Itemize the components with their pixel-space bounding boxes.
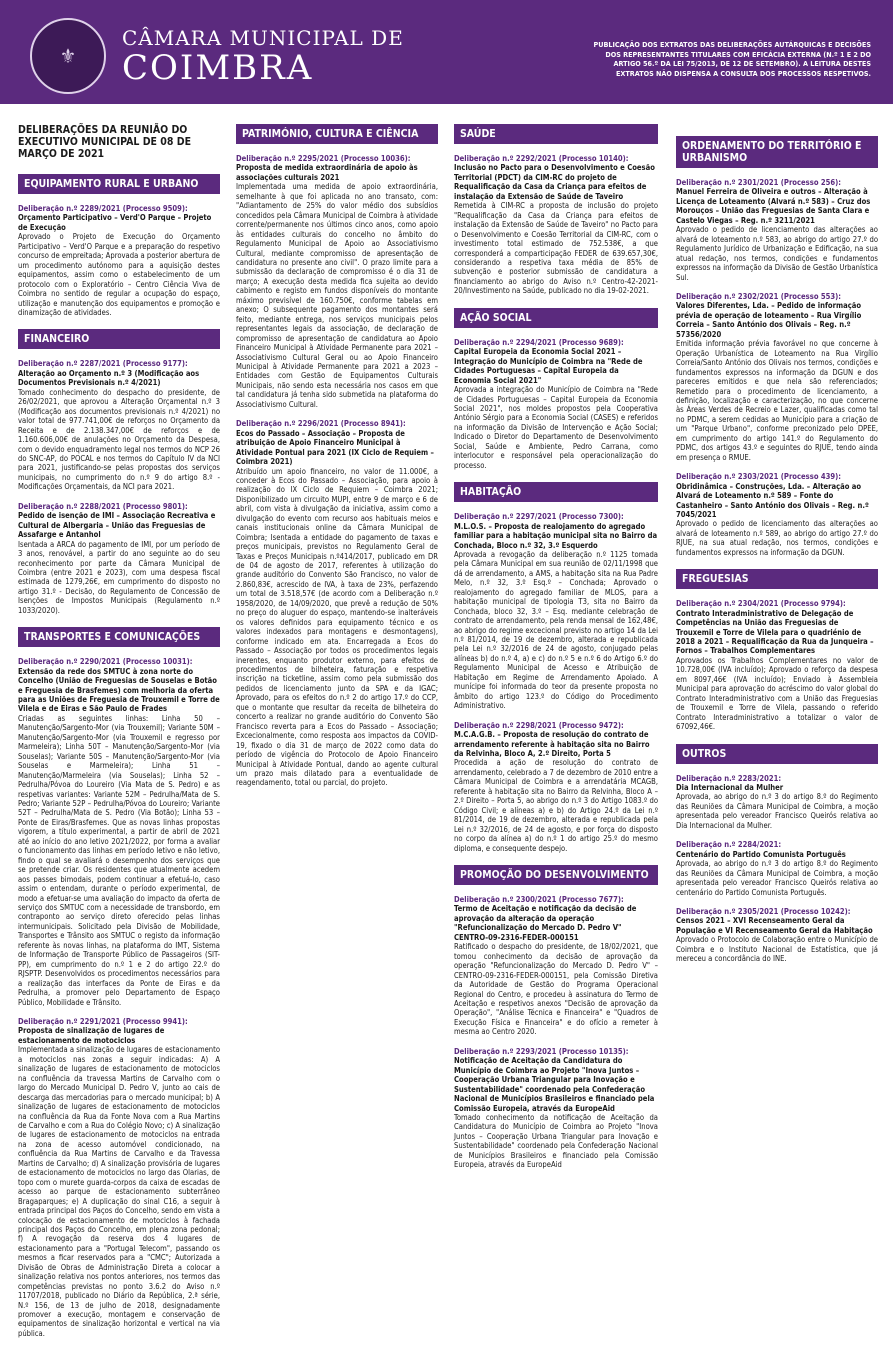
deliberation-body: Aprovada a integração do Município de Coimbra na "Rede de Cidades Portuguesas – Capital Europeia da Economia Social 2021", nos moldes propostos pela Cooperativa António Sérgio para a Economia Social (CASES) e referidos na informação da Divisão de Intervenção e Ação Social; Indicado o Diretor do Departamento de Desenvolvimento Social, Saúde e Ambiente, Pedro Carrana, como interlocutor e responsável pela operacionalização do processo. bbox=[454, 385, 658, 470]
deliberation-body: Aprovado o pedido de licenciamento das alterações ao alvará de loteamento n.º 583, ao abrigo do artigo 27.º do Regulamento Jurídico de Urbanização e Edificação, na sua atual redação, nos termos, condições e fundamentos expressos na informação da Divisão de Gestão Urbanística Sul. bbox=[676, 225, 878, 282]
deliberation-item bbox=[18, 657, 220, 1007]
deliberation-item bbox=[676, 178, 878, 282]
deliberation-body: Aprovados os Trabalhos Complementares no valor de 10.728,00€ (IVA incluído); Aprovado o reforço da despesa em 8097,46€ (IVA incluído); Enviado à Assembleia Municipal para aprovação do acréscimo do valor global do Contrato Interadministrativo com a União das Freguesias de Trouxemil e Torre de Vilela, passando o referido Contrato Interadministrativo a totalizar o valor de 67092,46€. bbox=[676, 655, 878, 732]
deliberation-body: Aprovada a revogação da deliberação n.º 1125 tomada pela Câmara Municipal em sua reunião de 02/11/1998 que dá de arrendamento, a AMS, a habitação sita na Rua Padre Melo, n.º 32, 3.º Esq.º – Conchada; Aprovado o realojamento do agregado familiar de MLOS, para a habitação municipal de tipologia T3, sita no Bairro da Conchada, bloco 32, 3.º – Esq. mediante celebração de contrato de arrendamento, pela renda mensal de 162,48€, ao abrigo do regime excecional previsto no artigo 14 da Lei n.º 81/2014, de 19 de dezembro, alterada e republicada pela Lei n.º 32/2016 de 24 de agosto, conjugado pelas alíneas b) do n.º 4, a) e c) do n.º 5 e n.º 6 do Artigo 6.º do Regulamento Municipal de Acesso e Atribuição de Habitação em Regime de Arrendamento Apoiado. A munícipe foi informada do teor da presente proposta no âmbito do artigo 123.º do Código do Procedimento Administrativo. bbox=[454, 549, 658, 711]
deliberation-body: Aprovado o pedido de licenciamento das alterações ao alvará de loteamento n.º 589, ao abrigo do artigo 27.º do RJUE, na sua atual redação, nos termos, condições e fundamentos expressos na informação da DGUN. bbox=[676, 519, 878, 557]
deliberation-title: Centenário do Partido Comunista Português bbox=[676, 849, 846, 859]
section-title-saude: SAÚDE bbox=[454, 124, 658, 144]
deliberation-item bbox=[454, 338, 658, 470]
deliberation-body: Tomado conhecimento do despacho do presidente, de 26/02/2021, que aprovou a Alteração Orçamental n.º 3 (Modificação aos documentos previsionais n.º 4/2021) no valor total de 977.741,00€ de reforços no Orçamento da Receita e de 2.138.347,00€ de reforços e de 1.160.606,00€ de anulações no Orçamento da Despesa, com o devido enquadramento legal nos termos do NCP 26 do SNC-AP, do POCAL e nos termos do Capítulo IV da NCI para 2021, justificando-se pelas propostas dos serviços municipais, no cumprimento do n.º 9 do artigo 8.º - Modificações Orçamentais, da NCI para 2021. bbox=[18, 387, 220, 492]
section-title-ordenamento: ORDENAMENTO DO TERRITÓRIO E URBANISMO bbox=[676, 136, 878, 168]
deliberation-title: Ecos do Passado – Associação – Proposta de atribuição de Apoio Financeiro Municipal à Atividade Pontual para 2021 (IX Ciclo de Requiem – Coimbra 2021) bbox=[236, 428, 434, 467]
publication-note: PUBLICAÇÃO DOS EXTRATOS DAS DELIBERAÇÕES AUTÁRQUICAS E DECISÕES DOS REPRESENTANTES TITULARES COM EFICÁCIA EXTERNA (N.º 1 E 2 DO ARTIGO 56.º DA LEI 75/2013, DE 12 DE SETEMBRO). A LEITURA DESTES EXTRATOS NÃO DISPENSA A CONSULTA DOS PROCESSOS RESPETIVOS. bbox=[593, 40, 871, 78]
section-title-promocao: PROMOÇÃO DO DESENVOLVIMENTO bbox=[454, 865, 658, 885]
deliberation-body: Remetida à CIM-RC a proposta de inclusão do projeto "Requalificação da Casa da Criança para efeitos de instalação da Extensão de Saúde de Taveiro" no Pacto para o Desenvolvimento e Coesão Territorial da CIM-RC, com o investimento total estimado de 752.538€, a que corresponderá a comparticipação FEDER de 639.657,30€, considerando a respetiva taxa média de 85% de subvenção e posterior submissão de candidatura a financiamento ao abrigo do Aviso n.º Centro-42-2021-20/Investimento na Saúde, publicado no dia 19-02-2021. bbox=[454, 201, 658, 296]
deliberation-number: Deliberação n.º 2298/2021 (Processo 9472): bbox=[454, 720, 624, 730]
deliberation-number: Deliberação n.º 2288/2021 (Processo 9801): bbox=[18, 501, 188, 511]
deliberation-title: Contrato Interadministrativo de Delegação de Competências na União das Freguesias de Trouxemil e Torre de Vilela para o quadriénio de 2018 a 2021 – Requalificação da Rua da Junqueira – Fornos – Trabalhos Complementares bbox=[676, 608, 874, 656]
brand bbox=[122, 26, 404, 86]
column-2 bbox=[236, 124, 438, 798]
deliberation-title: Pedido de isenção de IMI – Associação Recreativa e Cultural de Albergaria – União das Freguesias de Assafarge e Antanhol bbox=[18, 511, 216, 540]
deliberation-title: M.C.A.G.B. – Proposta de resolução do contrato de arrendamento referente à habitação sita no Bairro da Relvinha, Bloco A, 2.º Direito, Porta 5 bbox=[454, 730, 650, 759]
deliberation-title: Dia Internacional da Mulher bbox=[676, 783, 784, 793]
deliberation-item bbox=[236, 154, 438, 409]
deliberation-number: Deliberação n.º 2296/2021 (Processo 8941): bbox=[236, 419, 406, 429]
deliberation-item bbox=[454, 1047, 658, 1170]
section-title-financeiro: FINANCEIRO bbox=[18, 329, 220, 349]
deliberation-title: Proposta de sinalização de lugares de estacionamento de motociclos bbox=[18, 1026, 165, 1045]
deliberation-item bbox=[676, 599, 878, 731]
deliberation-body: Isentada a ARCA do pagamento de IMI, por um período de 3 anos, renovável, a partir do ano seguinte ao do seu reconhecimento por parte da Câmara Municipal de Coimbra (entre 2021 e 2023), com uma despesa fiscal estimada de 1279,26€, em cumprimento do disposto no artigo 31.º - Decisão, do Regulamento de Concessão de Isenções de Impostos Municipais (Regulamento n.º 1033/2020). bbox=[18, 539, 220, 615]
deliberation-number: Deliberação n.º 2295/2021 (Processo 10036): bbox=[236, 154, 411, 163]
section-title-transportes: TRANSPORTES E COMUNICAÇÕES bbox=[18, 627, 220, 647]
section-title-equipamento: EQUIPAMENTO RURAL E URBANO bbox=[18, 174, 220, 194]
column-3 bbox=[454, 124, 658, 1180]
deliberation-number: Deliberação n.º 2283/2021: bbox=[676, 773, 782, 783]
deliberation-body: Aprovada, ao abrigo do n.º 3 do artigo 8.º do Regimento das Reuniões da Câmara Municipal de Coimbra, a moção apresentada pelo vereador Francisco Queirós relativa ao centenário do Partido Comunista Português. bbox=[676, 859, 878, 897]
deliberation-number: Deliberação n.º 2300/2021 (Processo 7677): bbox=[454, 895, 624, 904]
deliberation-number: Deliberação n.º 2304/2021 (Processo 9794): bbox=[676, 599, 846, 609]
deliberation-body: Implementada a sinalização de lugares de estacionamento a motociclos nas zonas a seguir indicadas: A) A sinalização de lugares de estacionamento de motociclos na confluência da travessa Martins de Carvalho com o largo do Mercado Municipal D. Pedro V, junto ao cais de descarga das mercadorias para o mercado municipal; b) A sinalização de lugares de estacionamento de motociclos na confluência da Rua da Fonte Nova com a Rua Martins de Carvalho e com a Rua do Colégio Novo; c) A sinalização de lugares de estacionamento de motociclos na entrada na zona de acesso automóvel condicionado, na confluência da Rua Martins de Carvalho e da Travessa Martins de Carvalho; d) A sinalização provisória de lugares de estacionamento de motociclos no largo das Olarias, de topo com o murete guarda-corpos da caixa de escadas de acesso ao parque de estacionamento subterrâneo Bragaparques; e) A duplicação do sinal C16, a seguir à entrada principal dos Paços do Concelho, sendo em vista a colocação de estacionamento de motociclos à fachada principal dos Paços do Concelho, em plena zona pedonal; f) A revogação da reserva dos 4 lugares de estacionamento para a "Portugal Telecom", passando os mesmos a ficar reservados para a "CMC"; Autorizada a Divisão de Obras de Administração Direta a colocar a sinalização relativa nos pontos anteriores, nos termos das competências previstas no ponto 3.6.2 do Aviso n.º 11707/2018, publicado no Diário da República, 2.ª série, N.º 156, de 13 de julho de 2018, designadamente promover a execução, montagem e conservação de equipamentos de sinalização horizontal e vertical na via pública. bbox=[18, 1045, 220, 1338]
deliberation-title: Termo de Aceitação e notificação da decisão de aprovação da alteração da operação "Refuncionalização do Mercado D. Pedro V" CENTRO-09-2316-FEDER-000151 bbox=[454, 904, 637, 942]
page-header bbox=[0, 0, 893, 104]
deliberation-body: Aprovado o Projeto de Execução do Orçamento Participativo – Verd'O Parque e a preparação do respetivo concurso de empreitada; Aprovada a posterior abertura de um procedimento autónomo para a aquisição destes equipamentos, assim como o estabelecimento de um protocolo com o Exploratório – Centro Ciência Viva de Coimbra no sentido de regular a ocupação do espaço, utilização e manutenção dos equipamentos e promoção e dinamização de atividades. bbox=[18, 232, 220, 317]
deliberation-item bbox=[676, 472, 878, 557]
column-1 bbox=[18, 124, 220, 1348]
deliberation-item bbox=[454, 512, 658, 711]
deliberation-item bbox=[454, 154, 658, 296]
deliberation-number: Deliberação n.º 2297/2021 (Processo 7300): bbox=[454, 512, 624, 522]
section-title-freguesias: FREGUESIAS bbox=[676, 569, 878, 589]
deliberation-title: Capital Europeia da Economia Social 2021 – Integração do Município de Coimbra na "Rede de Cidades Portuguesas – Capital Europeia da Economia Social 2021" bbox=[454, 347, 643, 385]
deliberation-item bbox=[18, 502, 220, 615]
deliberation-title: Proposta de medida extraordinária de apoio às associações culturais 2021 bbox=[236, 163, 418, 182]
deliberation-number: Deliberação n.º 2303/2021 (Processo 439): bbox=[676, 472, 842, 482]
deliberation-title: Valores Diferentes, Lda. – Pedido de informação prévia de operação de loteamento – Rua Virgílio Correia – Santo António dos Olivais – Reg. n.º 57356/2020 bbox=[676, 301, 862, 339]
deliberation-title: Obridinâmica – Construções, Lda. – Alteração ao Alvará de Loteamento n.º 589 – Fonte do Castanheiro – Santo António dos Olivais – Reg. n.º 7045/2021 bbox=[676, 481, 869, 519]
deliberation-number: Deliberação n.º 2289/2021 (Processo 9509): bbox=[18, 204, 188, 213]
deliberation-item bbox=[676, 840, 878, 897]
deliberation-title: Notificação de Aceitação da Candidatura do Município de Coimbra ao Projeto "Inova Juntos – Cooperação Urbana Triangular para Inovação e Sustentabilidade" coordenado pela Confederação Nacional de Municípios Brasileiros e financiado pela Comissão Europeia, através da EuropeAid bbox=[454, 1056, 655, 1113]
deliberation-number: Deliberação n.º 2287/2021 (Processo 9177): bbox=[18, 359, 188, 369]
deliberation-title: Censos 2021 – XVI Recenseamento Geral da População e VI Recenseamento Geral da Habitação bbox=[676, 916, 873, 935]
brand-top: CÂMARA MUNICIPAL DE bbox=[122, 26, 404, 50]
deliberation-item bbox=[18, 359, 220, 491]
deliberation-body: Emitida informação prévia favorável no que concerne à Operação Urbanística de Loteamento na Rua Virgílio Correia/Santo António dos Olivais nos termos, condições e fundamentos expressos na informação da DGUN e dos pareceres emitidos e que nela são referenciados; Remetido para o procedimento de licenciamento, a definição, localização e caracterização, no que concerne às Áreas Verdes de Recreio e Lazer, qualificadas como tal no PDMC, a serem cedidas ao Município para a criação de um "Parque Urbano", conforme preconizado pelo DPEE, em cumprimento do artigo 141.º do Regulamento do PDMC, dos artigos 43.º e seguintes do RJUE, tendo ainda em presença o RMUE. bbox=[676, 339, 878, 462]
column-4 bbox=[676, 124, 878, 974]
deliberation-item bbox=[676, 774, 878, 831]
deliberation-number: Deliberação n.º 2284/2021: bbox=[676, 840, 782, 850]
deliberation-number: Deliberação n.º 2290/2021 (Processo 10031): bbox=[18, 657, 193, 667]
deliberation-item bbox=[236, 419, 438, 788]
deliberation-body: Procedida a ação de resolução do contrato de arrendamento, celebrado a 7 de dezembro de 2010 entre a Câmara Municipal de Coimbra e a arrendatária MCAGB, referente à habitação sita no Bairro da Relvinha, Bloco A – 2.º Direito – Porta 5, ao abrigo do n.º 3 do Artigo 1083.º do Código Civil; e alíneas a) e b) do Artigo 24.º da Lei n.º 81/2014, de 19 de dezembro, alterada e republicada pela Lei n.º 32/2016, de 24 de agosto, e por força do disposto no corpo da alínea a) do n.º 1 do artigo 25.º do mesmo diploma, e consequente despejo. bbox=[454, 758, 658, 853]
deliberation-item bbox=[18, 204, 220, 317]
deliberation-number: Deliberação n.º 2293/2021 (Processo 10135): bbox=[454, 1046, 629, 1056]
deliberation-title: Alteração ao Orçamento n.º 3 (Modificação aos Documentos Previsionais n.º 4/2021) bbox=[18, 368, 200, 388]
deliberation-title: Inclusão no Pacto para o Desenvolvimento e Coesão Territorial (PDCT) da CIM-RC do projeto de Requalificação da Casa da Criança para efeitos de instalação da Extensão de Saúde de Taveiro bbox=[454, 163, 655, 201]
section-title-outros: OUTROS bbox=[676, 744, 878, 764]
deliberation-title: M.L.O.S. – Proposta de realojamento do agregado familiar para a habitação municipal sita no Bairro da Conchada, Bloco n.º 32, 3.º Esquerdo bbox=[454, 521, 658, 550]
deliberation-body: Aprovada, ao abrigo do n.º 3 do artigo 8.º do Regimento das Reuniões da Câmara Municipal de Coimbra, a moção apresentada pelo vereador Francisco Queirós relativa ao Dia Internacional da Mulher. bbox=[676, 792, 878, 830]
deliberation-body: Criadas as seguintes linhas: Linha 50 – Manutenção/Sargento-Mor (via Trouxemil); Variante 50M – Manutenção/Sargento-Mor (via Trouxemil e regresso por Marmeleira); Linha 50T – Manutenção/Sargento-Mor (via Souselas); Variante 50S – Manutenção/Sargento-Mor (via Souselas e Marmeleira); Linha 51 – Manutenção/Marmeleira (via Souselas); Linha 52 – Pedrulha/Póvoa do Loureiro (Via Mata de S. Pedro) e as respetivas variantes: Variante 52M – Pedrulha/Mata de S. Pedro; Variante 52P – Pedrulha/Póvoa do Loureiro; Variante 52T – Pedrulha/Mata de S. Pedro (Via Botão); Linha 53 – Ponte de Eiras/Brasfemes. Que as novas linhas propostas vigorem, a título experimental, a partir de abril de 2021 até ao início do ano letivo 2021/2022, por forma a avaliar o funcionamento das linhas em período letivo e não letivo, findo o qual se avaliará o desempenho dos serviços que se pretende criar. Os residentes que atualmente acedem aos passes bimodais, podem continuar a efetuá-lo, caso assim o entendam, durante o período experimental, de modo a efetuar-se uma avaliação do impacto da oferta de serviço dos SMTUC com a necessidade de transbordo, em contraponto ao serviço direto oferecido pelas linhas intermunicipais. Solicitado pela Divisão de Mobilidade, Transportes e Trânsito aos SMTUC o registo da informação referente às novas linhas, na plataforma do IMT, Sistema de Informação de Transporte Público de Passageiros (SIT-PP), em cumprimento do n.º 1 e 2 do artigo 22.º do RJSPTP. Desenvolvidos os procedimentos necessários para a realização das interfaces da Ponte de Eiras e da Pedrulha, a promover pelo Departamento de Espaço Público, Mobilidade e Trânsito. bbox=[18, 713, 220, 1007]
coat-of-arms-icon: ⚜ bbox=[30, 18, 106, 94]
section-title-acao-social: AÇÃO SOCIAL bbox=[454, 308, 658, 328]
deliberation-body: Atribuído um apoio financeiro, no valor de 11.000€, a conceder à Ecos do Passado – Associação, para apoio à realização do IX Ciclo de Requiem – Coimbra 2021; Disponibilizado um circuito MUPI, entre 9 de março e 6 de abril, com vista à divulgação da iniciativa, assim como a divulgação do evento com recurso aos habituais meios e canais institucionais online da Câmara Municipal de Coimbra; Isentada a entidade do pagamento de taxas e preços municipais, previstos no Regulamento Geral de Taxas e Preços Municipais n.º414/2017, publicado em DR de 04 de agosto de 2017, referentes à utilização do grande auditório do Convento São Francisco, no valor de 2.860,83€, acrescido de IVA, à taxa de 23%, perfazendo um total de 3.518,57€ (de acordo com a Deliberação n.º 1958/2020, de 14/09/2020, que prevê a redução de 50% no preço do aluguer do espaço, mantendo-se inalteráveis os valores definidos para equipamento técnico e os valores indexados para montagens e desmontagens), conforme indicado em ata. Encarregada a Ecos do Passado – Associação por todos os procedimentos legais inerentes, enquanto produtor externo, para efeitos de procedimentos de bilheteira, faturação e respetiva inscrição na ticketline, assim como pela submissão dos pedidos de licenciamento junto da SPA e da IGAC; Aprovado, para os efeitos do n.º 2 do artigo 17.º do CCP, que o montante que resultar da receita de bilheteira do concerto a realizar no grande auditório do Convento São Francisco reverta para a Ecos do Passado – Associação; Excecionalmente, como resposta aos impactos da COVID-19, fixado o dia 31 de março de 2022 como data do período de vigência do Protocolo de Apoio Financeiro Municipal à Atividade Pontual, dando ao agente cultural um prazo mais dilatado para a eventualidade de reagendamento, total ou parcial, do projeto. bbox=[236, 466, 438, 788]
deliberation-item bbox=[454, 895, 658, 1037]
deliberation-item bbox=[676, 907, 878, 964]
deliberation-title: Extensão da rede dos SMTUC à zona norte do Concelho (União de Freguesias de Souselas e Botão e Freguesia de Brasfemes) com melhoria da oferta para as Uniões de Freguesia de Trouxemil e Torre de Vilela e de Eiras e São Paulo de Frades bbox=[18, 666, 220, 714]
deliberation-number: Deliberação n.º 2291/2021 (Processo 9941): bbox=[18, 1016, 188, 1026]
section-title-habitacao: HABITAÇÃO bbox=[454, 482, 658, 502]
deliberation-item bbox=[18, 1017, 220, 1338]
deliberation-item bbox=[676, 292, 878, 462]
deliberation-number: Deliberação n.º 2302/2021 (Processo 553): bbox=[676, 291, 842, 301]
deliberation-body: Aprovado o Protocolo de Colaboração entre o Município de Coimbra e o Instituto Nacional de Estatística, que já mereceu a concordância do INE. bbox=[676, 935, 878, 964]
deliberation-number: Deliberação n.º 2294/2021 (Processo 9689): bbox=[454, 337, 624, 347]
deliberation-number: Deliberação n.º 2292/2021 (Processo 10140): bbox=[454, 154, 629, 163]
deliberation-body: Ratificado o despacho do presidente, de 18/02/2021, que tomou conhecimento da decisão de aprovação da operação "Refuncionalização do Mercado D. Pedro V" – CENTRO-09-2316-FEDER-000151, pela Comissão Diretiva da Autoridade de Gestão do Programa Operacional Regional do Centro, e procedeu à assinatura do Termo de Aceitação e respetivos anexos "Decisão de aprovação da Operação", "Análise Técnica e Financeira" e "Quadros de Execução Física e Financeira" e do ofício a remeter à mesma ao Centro 2020. bbox=[454, 942, 658, 1037]
deliberation-number: Deliberação n.º 2305/2021 (Processo 10242): bbox=[676, 907, 851, 916]
deliberation-title: Orçamento Participativo – Verd'O Parque – Projeto de Execução bbox=[18, 213, 212, 232]
page-title: DELIBERAÇÕES DA REUNIÃO DO EXECUTIVO MUNICIPAL DE 08 DE MARÇO DE 2021 bbox=[18, 124, 192, 160]
deliberation-body: Implementada uma medida de apoio extraordinária, semelhante à que foi aplicada no ano transato, com: "Adiantamento de 25% do valor médio dos subsídios concedidos pela Câmara Municipal de Coimbra à atividade corrente/permanente nos últimos cinco anos, como apoio às entidades culturais do concelho no âmbito do Regulamento Municipal de Apoio ao Associativismo Cultural, mediante compromisso de apresentação de candidatura no presente ano civil". O prazo limite para a submissão da declaração de compromisso é o dia 31 de março; A execução desta medida fica sujeita ao devido cabimento e registo em fundos disponíveis do montante máximo previsível de 160.750€, conforme tabelas em anexo; O subsequente pagamento dos montantes será feito, mediante entrega, nos serviços municipais pelos representantes legais da associação, de declaração de compromisso de apresentação de candidatura ao Apoio Financeiro Municipal à Atividade Permanente para 2021 – Associativismo Cultural Geral ou ao Apoio Financeiro Municipal à Atividade Permanente para 2021 a 2023 – Entidades com Gestão de Equipamentos Culturais Municipais, não sendo esta necessária nos casos em que tal candidatura já tenha sido submetida na plataforma do Associativismo Cultural. bbox=[236, 182, 438, 409]
deliberation-title: Manuel Ferreira de Oliveira e outros – Alteração à Licença de Loteamento (Alvará n.º 583) – Cruz dos Morouços – União das Freguesias de Santa Clara e Castelo Viegas – Reg. n.º 3211/2021 bbox=[676, 187, 871, 225]
section-title-patrimonio: PATRIMÓNIO, CULTURA E CIÊNCIA bbox=[236, 124, 438, 144]
deliberation-number: Deliberação n.º 2301/2021 (Processo 256): bbox=[676, 178, 842, 187]
deliberation-item bbox=[454, 721, 658, 853]
brand-name: COIMBRA bbox=[122, 48, 314, 88]
deliberation-body: Tomado conhecimento da notificação de Aceitação da Candidatura do Município de Coimbra ao Projeto "Inova Juntos – Cooperação Urbana Triangular para Inovação e Sustentabilidade" coordenado pela Confederação Nacional de Municípios Brasileiros e financiado pela Comissão Europeia, através da EuropeAid bbox=[454, 1112, 658, 1170]
